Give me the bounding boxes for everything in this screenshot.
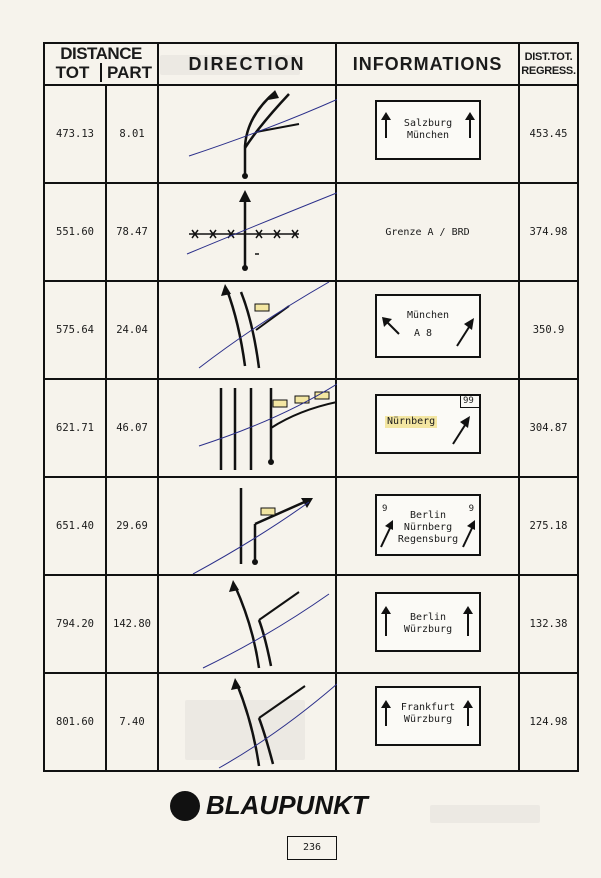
motorway-exit-diagram-icon — [159, 282, 337, 378]
distance-title: DISTANCE — [60, 44, 142, 63]
direction-cell — [158, 85, 336, 183]
information-cell — [336, 281, 519, 379]
part-cell: 8.01 — [106, 85, 158, 183]
part-cell: 46.07 — [106, 379, 158, 477]
information-cell — [336, 477, 519, 575]
roadbook-table — [43, 42, 579, 772]
sign-line: A 8 — [413, 328, 433, 339]
direction-header: DIRECTION — [158, 43, 336, 85]
part-cell: 142.80 — [106, 575, 158, 673]
road-sign — [375, 394, 481, 454]
tot-cell: 473.13 — [44, 85, 106, 183]
sign-line: Frankfurt — [400, 702, 456, 713]
direction-cell — [158, 477, 336, 575]
sign-line: München — [406, 130, 450, 141]
tot-header: TOT — [45, 63, 102, 82]
tot-cell: 794.20 — [44, 575, 106, 673]
regress-cell: 304.87 — [519, 379, 578, 477]
dist-tot-regress-header — [519, 43, 578, 85]
table-row — [44, 281, 578, 379]
part-cell: 24.04 — [106, 281, 158, 379]
sign-line: Berlin — [409, 510, 447, 521]
road-sign — [375, 686, 481, 746]
multi-lane-exit-diagram-icon — [159, 380, 337, 476]
route-number: 9 — [382, 504, 388, 514]
route-number: 99 — [460, 396, 479, 408]
direction-cell — [158, 673, 336, 771]
part-cell: 78.47 — [106, 183, 158, 281]
information-cell — [336, 673, 519, 771]
road-sign — [375, 592, 481, 652]
brand-logo — [170, 790, 368, 821]
tot-cell: 551.60 — [44, 183, 106, 281]
table-row — [44, 85, 578, 183]
distance-header — [44, 43, 158, 85]
sign-line: München — [406, 310, 450, 321]
logo-dot-icon — [170, 791, 200, 821]
information-cell — [336, 379, 519, 477]
regress-cell: 275.18 — [519, 477, 578, 575]
arrow-up-right-icon — [451, 416, 471, 446]
regress-label: REGRESS. — [521, 65, 576, 77]
direction-cell — [158, 379, 336, 477]
arrow-up-right-icon — [461, 520, 477, 548]
page-number: 236 — [287, 836, 337, 860]
sign-line: Würzburg — [403, 714, 453, 725]
part-header: PART — [107, 63, 153, 82]
regress-cell: 132.38 — [519, 575, 578, 673]
border-crossing-diagram-icon — [159, 184, 337, 280]
road-sign — [375, 294, 481, 358]
part-cell: 7.40 — [106, 673, 158, 771]
arrow-up-icon — [465, 112, 475, 138]
direction-cell — [158, 183, 336, 281]
arrow-up-right-icon — [455, 318, 475, 348]
road-sign — [375, 100, 481, 160]
arrow-up-icon — [463, 606, 473, 636]
tot-cell: 651.40 — [44, 477, 106, 575]
information-cell — [336, 575, 519, 673]
information-cell — [336, 85, 519, 183]
exit-right-diagram-icon — [159, 478, 337, 574]
sign-line: Nürnberg — [387, 416, 436, 427]
road-sign — [375, 494, 481, 556]
sign-line: Würzburg — [403, 624, 453, 635]
table-row — [44, 575, 578, 673]
route-number: 9 — [468, 504, 475, 514]
brand-name: BLAUPUNKT — [206, 790, 368, 820]
regress-cell: 124.98 — [519, 673, 578, 771]
sign-line: Nürnberg — [403, 522, 453, 533]
regress-cell: 350.9 — [519, 281, 578, 379]
arrow-up-icon — [463, 700, 473, 726]
regress-cell: 453.45 — [519, 85, 578, 183]
table-row — [44, 183, 578, 281]
fork-left-diagram-icon — [159, 86, 337, 182]
tot-cell: 621.71 — [44, 379, 106, 477]
direction-cell — [158, 575, 336, 673]
part-cell: 29.69 — [106, 477, 158, 575]
information-cell — [336, 183, 519, 281]
tot-cell: 801.60 — [44, 673, 106, 771]
table-row — [44, 477, 578, 575]
regress-cell: 374.98 — [519, 183, 578, 281]
tot-cell: 575.64 — [44, 281, 106, 379]
table-row — [44, 379, 578, 477]
header-row — [44, 43, 578, 85]
sign-line: Salzburg — [403, 118, 453, 129]
fork-left-diagram-icon — [159, 674, 337, 770]
show-through-mark — [430, 805, 540, 823]
sign-line: Regensburg — [397, 534, 459, 545]
sign-line: Berlin — [409, 612, 447, 623]
table-row — [44, 673, 578, 771]
direction-cell — [158, 281, 336, 379]
dist-tot-label: DIST.TOT. — [524, 51, 573, 63]
informations-header: INFORMATIONS — [336, 43, 519, 85]
border-info-text: Grenze A / BRD — [385, 226, 470, 238]
fork-left-diagram-icon — [159, 576, 337, 672]
